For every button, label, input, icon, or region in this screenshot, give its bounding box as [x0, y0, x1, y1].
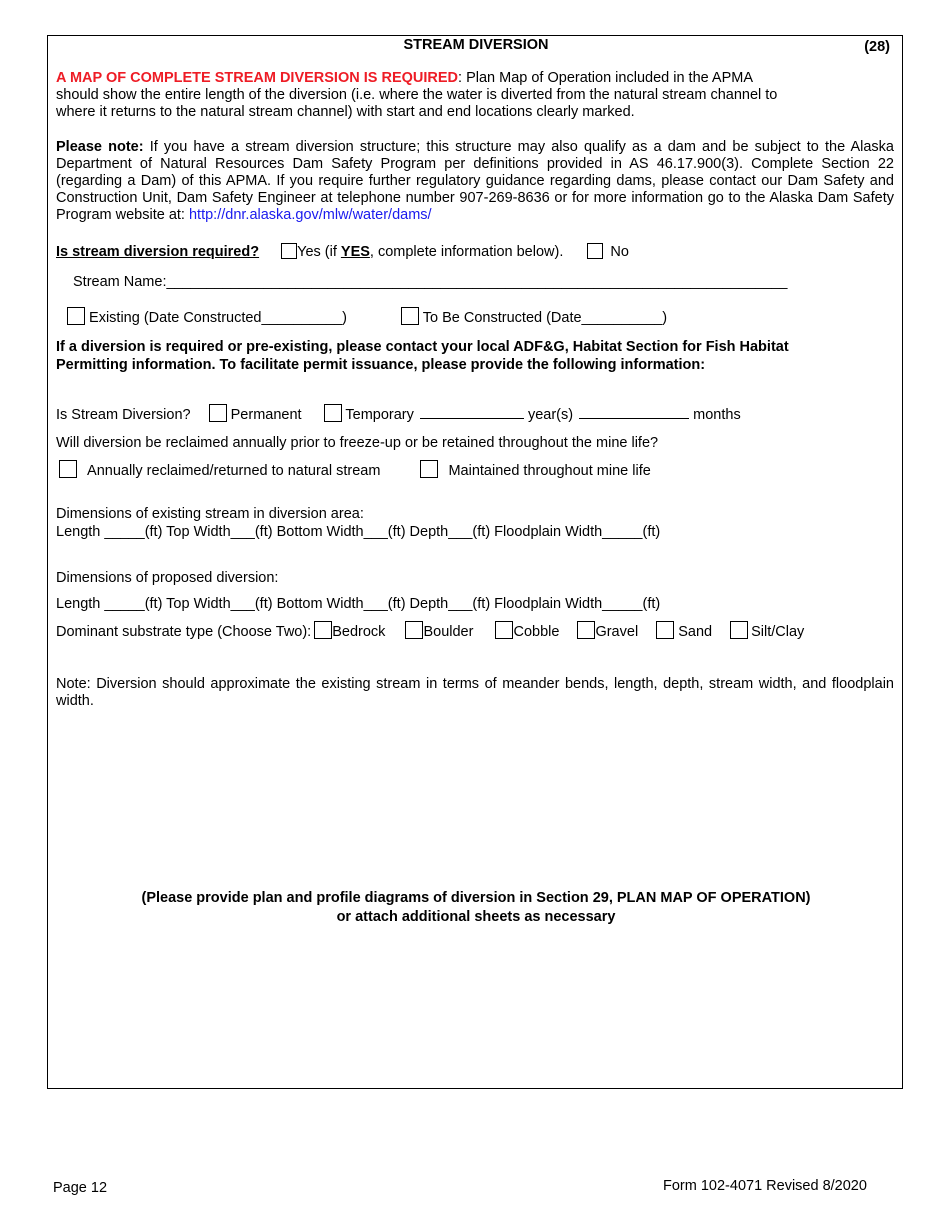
- months-field[interactable]: [579, 406, 689, 419]
- maintained-label: Maintained throughout mine life: [448, 463, 651, 479]
- months-label: months: [693, 407, 741, 423]
- map-requirement-paragraph: [56, 70, 894, 121]
- annual-reclaim-checkbox[interactable]: [59, 460, 77, 478]
- to-be-constructed-label: To Be Constructed (Date__________): [422, 310, 668, 326]
- yes-bold: YES: [340, 244, 370, 260]
- section-number: (28): [864, 39, 890, 55]
- map-required-text: : Plan Map of Operation included in the APMA: [458, 70, 754, 86]
- years-label: year(s): [527, 407, 574, 423]
- existing-checkbox[interactable]: [67, 307, 85, 325]
- yes-checkbox[interactable]: [281, 243, 297, 259]
- dam-safety-note: [56, 139, 894, 224]
- diversion-required-question: Is stream diversion required?: [56, 244, 260, 260]
- please-note-text: If you have a stream diversion structure; this structure may also qualify as a dam and be subject to the Alaska Department of Natural Resources Dam Safety Program per definitions provided in AS 46.17.900(3). Complete Section 22 (regarding a Dam) of this APMA. If you require further regulatory guidance regarding dams, please contact our Dam Safety and Construction Unit, Dam Safety Engineer at telephone number 907-269-8636 or for more information go to the Alaska Dam Safety Program website at:: [56, 139, 894, 223]
- adfg-notice-line1: If a diversion is required or pre-existing, please contact your local ADF&G, Habitat Section for Fish Habitat: [56, 339, 789, 355]
- stream-name-field[interactable]: _____________________________________________________________________________: [166, 274, 788, 290]
- substrate-row: [56, 621, 804, 640]
- cobble-label: Cobble: [513, 624, 560, 640]
- gravel-label: Gravel: [595, 624, 639, 640]
- existing-dims-fields[interactable]: Length _____(ft) Top Width___(ft) Bottom Width___(ft) Depth___(ft) Floodplain Width_____(ft): [56, 524, 661, 540]
- please-note-label: Please note:: [56, 139, 144, 155]
- diversion-required-row: [56, 243, 629, 260]
- permanent-label: Permanent: [230, 407, 302, 423]
- construction-row: [67, 307, 667, 326]
- years-field[interactable]: [420, 406, 524, 419]
- plan-notice-line2: or attach additional sheets as necessary: [336, 909, 616, 925]
- sand-label: Sand: [678, 624, 713, 640]
- proposed-dims-fields[interactable]: Length _____(ft) Top Width___(ft) Bottom Width___(ft) Depth___(ft) Floodplain Width_____(ft): [56, 596, 661, 612]
- to-be-constructed-checkbox[interactable]: [401, 307, 419, 325]
- silt-clay-label: Silt/Clay: [751, 624, 805, 640]
- boulder-label: Boulder: [423, 624, 474, 640]
- no-label: No: [610, 244, 629, 260]
- substrate-label: Dominant substrate type (Choose Two):: [56, 624, 312, 640]
- existing-label: Existing (Date Constructed__________): [89, 310, 347, 326]
- temporary-label: Temporary: [345, 407, 414, 423]
- no-checkbox[interactable]: [587, 243, 603, 259]
- stream-name-row: [73, 274, 787, 290]
- diversion-type-row: [56, 404, 741, 423]
- plan-notice-line1: (Please provide plan and profile diagrams of diversion in Section 29, PLAN MAP OF OPERATION): [141, 890, 811, 906]
- form-number: Form 102-4071 Revised 8/2020: [663, 1178, 867, 1194]
- yes-prefix: Yes (if: [297, 244, 341, 260]
- form-section-frame: [47, 35, 903, 1089]
- page-number: Page 12: [53, 1180, 108, 1196]
- diversion-type-label: Is Stream Diversion?: [56, 407, 191, 423]
- reclaim-options-row: [59, 460, 651, 479]
- plan-diagram-notice: [48, 889, 904, 927]
- bedrock-checkbox[interactable]: [314, 621, 332, 639]
- sand-checkbox[interactable]: [656, 621, 674, 639]
- dam-safety-link[interactable]: http://dnr.alaska.gov/mlw/water/dams/: [188, 207, 432, 223]
- diversion-approximation-note: Note: Diversion should approximate the existing stream in terms of meander bends, length, depth, stream width, and floodplain width.: [56, 676, 894, 709]
- map-required-label: A MAP OF COMPLETE STREAM DIVERSION IS REQUIRED: [56, 70, 459, 86]
- proposed-dims-label: Dimensions of proposed diversion:: [56, 570, 279, 586]
- gravel-checkbox[interactable]: [577, 621, 595, 639]
- reclaim-question: Will diversion be reclaimed annually prior to freeze-up or be retained throughout the mine life?: [56, 435, 659, 451]
- annual-reclaim-label: Annually reclaimed/returned to natural stream: [87, 463, 381, 479]
- stream-name-label: Stream Name:: [73, 274, 167, 290]
- maintained-checkbox[interactable]: [420, 460, 438, 478]
- silt-clay-checkbox[interactable]: [730, 621, 748, 639]
- map-requirement-line3: where it returns to the natural stream channel) with start and end locations clearly marked.: [56, 104, 635, 120]
- adfg-notice-line2: Permitting information. To facilitate permit issuance, please provide the following information:: [56, 357, 706, 373]
- temporary-checkbox[interactable]: [324, 404, 342, 422]
- map-requirement-line2: should show the entire length of the diversion (i.e. where the water is diverted from the natural stream channel to: [56, 87, 778, 103]
- yes-suffix: , complete information below).: [369, 244, 564, 260]
- existing-dims-label: Dimensions of existing stream in diversion area:: [56, 506, 364, 522]
- permanent-checkbox[interactable]: [209, 404, 227, 422]
- section-title: STREAM DIVERSION: [403, 37, 549, 53]
- boulder-checkbox[interactable]: [405, 621, 423, 639]
- cobble-checkbox[interactable]: [495, 621, 513, 639]
- bedrock-label: Bedrock: [332, 624, 386, 640]
- adfg-contact-notice: [56, 338, 894, 374]
